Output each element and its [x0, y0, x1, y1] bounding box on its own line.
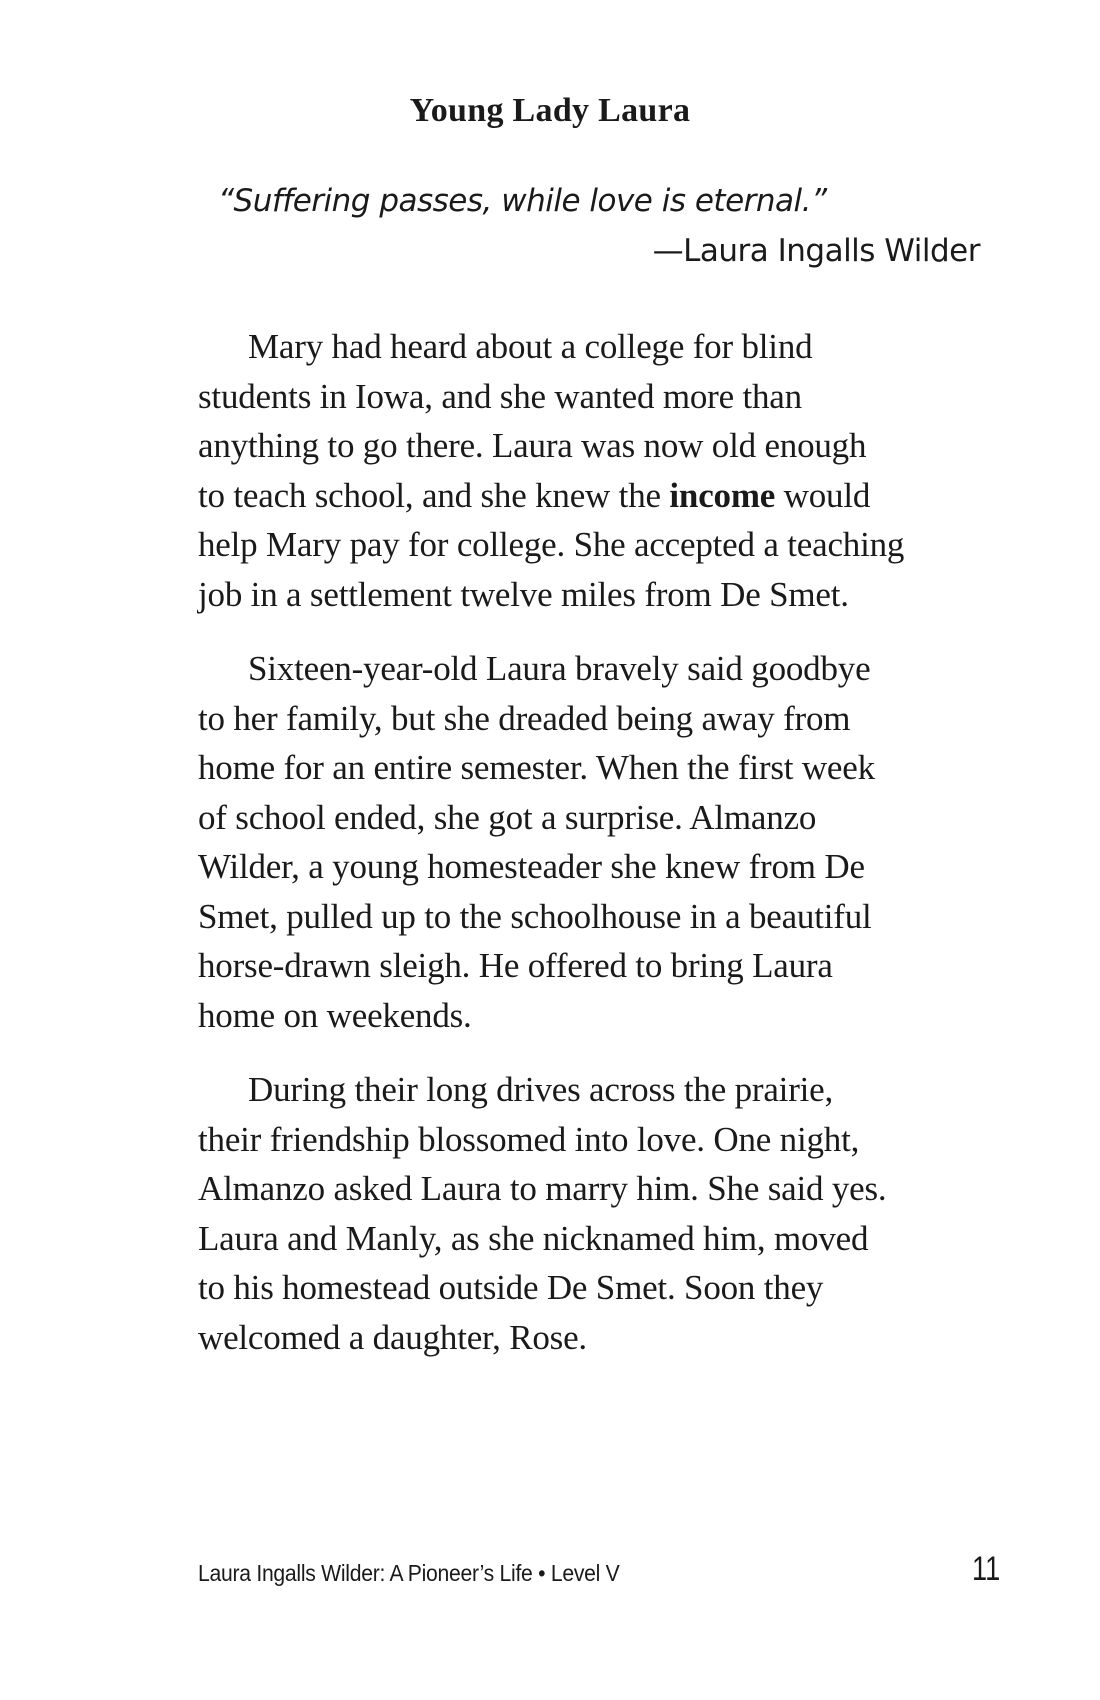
- chapter-title: Young Lady Laura: [409, 92, 691, 129]
- paragraph-text: to teach school, and she knew the: [198, 475, 670, 515]
- paragraph-line: home for an entire semester. When the first week: [198, 748, 875, 787]
- paragraph-line: Almanzo asked Laura to marry him. She said yes.: [198, 1169, 887, 1208]
- epigraph-attribution: —Laura Ingalls Wilder: [652, 233, 980, 269]
- paragraph-text: would: [775, 475, 871, 515]
- paragraph-line: help Mary pay for college. She accepted a teaching: [198, 525, 905, 564]
- paragraph-line: their friendship blossomed into love. One night,: [198, 1119, 860, 1159]
- epigraph-quote: “Suffering passes, while love is eternal.”: [218, 183, 827, 219]
- paragraph-line: students in Iowa, and she wanted more than: [198, 376, 802, 416]
- paragraph-line: to her family, but she dreaded being away from: [198, 698, 851, 738]
- footer-book-title: Laura Ingalls Wilder: A Pioneer’s Life • Level V: [198, 1560, 620, 1586]
- body-text: [198, 322, 998, 1387]
- paragraph-2: [198, 644, 998, 1040]
- paragraph-line: Sixteen-year-old Laura bravely said goodbye: [248, 649, 871, 688]
- vocabulary-word: income: [669, 475, 776, 515]
- paragraph-1: [198, 322, 998, 619]
- paragraph-line: home on weekends.: [198, 995, 472, 1035]
- paragraph-line: Laura and Manly, as she nicknamed him, moved: [198, 1218, 869, 1258]
- paragraph-line: welcomed a daughter, Rose.: [198, 1317, 587, 1357]
- paragraph-line: [198, 471, 998, 521]
- paragraph-line: of school ended, she got a surprise. Almanzo: [198, 797, 817, 837]
- paragraph-line: Wilder, a young homesteader she knew from De: [198, 847, 865, 886]
- paragraph-line: anything to go there. Laura was now old enough: [198, 426, 867, 465]
- epigraph: [200, 176, 980, 276]
- paragraph-line: Mary had heard about a college for blind: [248, 327, 813, 366]
- paragraph-line: job in a settlement twelve miles from De Smet.: [198, 574, 849, 614]
- paragraph-line: to his homestead outside De Smet. Soon they: [198, 1268, 824, 1307]
- paragraph-3: [198, 1065, 998, 1362]
- page-number: 11: [971, 1550, 1000, 1588]
- paragraph-line: horse-drawn sleigh. He offered to bring Laura: [198, 946, 833, 985]
- paragraph-line: During their long drives across the prairie,: [248, 1070, 834, 1109]
- paragraph-line: Smet, pulled up to the schoolhouse in a beautiful: [198, 896, 872, 936]
